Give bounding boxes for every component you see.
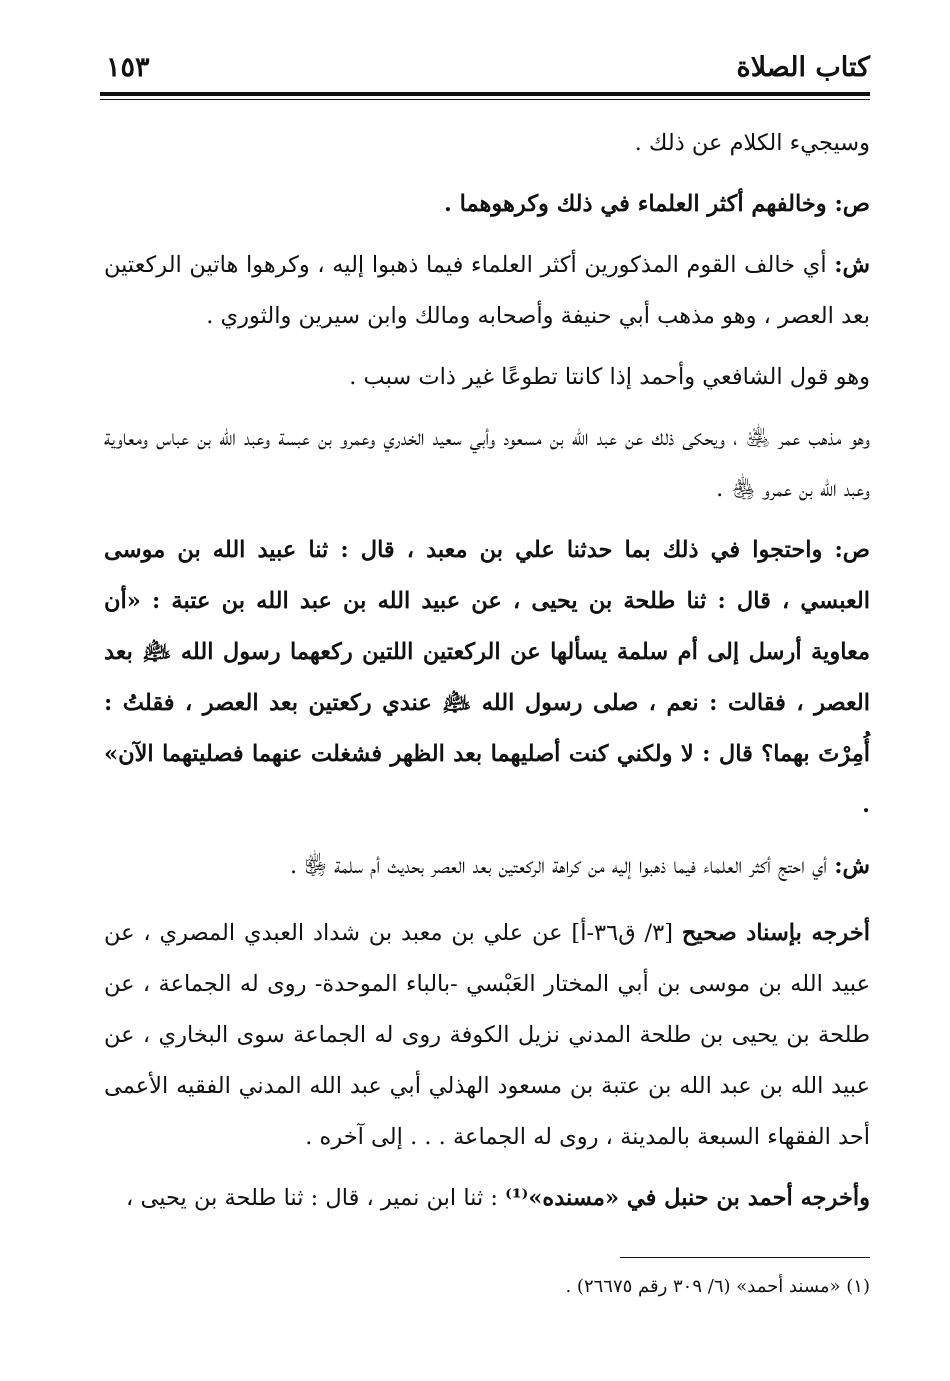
paragraph-takhrij [104, 908, 870, 1163]
paragraph-text: واحتجوا في ذلك بما حدثنا علي بن معبد ، قال : ثنا عبيد الله بن موسى العبسي ، قال : ثنا طلحة بن يحيى ، عن عبيد الله بن عبد الله بن عتبة : «أن معاوية أرسل إلى أم سلمة يسألها عن الركعتين اللتين ركعهما رسول الله ﵇ بعد العصر ، فقالت : نعم ، صلى رسول الله ﵇ عندي ركعتين بعد العصر ، فقلتُ : أُمِرْتَ بهما؟ قال : لا ولكني كنت أصليهما بعد الظهر فشغلت عنهما فصليتهما الآن» . [104, 537, 870, 818]
paragraph-takhrij [104, 1173, 870, 1224]
footnote-rule [620, 1257, 870, 1258]
paragraph-label: أخرجه بإسناد صحيح [681, 920, 870, 946]
paragraph-text: [٣/ ق٣٦-أ] عن علي بن معبد بن شداد العبدي المصري ، عن عبيد الله بن موسى بن أبي المختار العَبْسي -بالباء الموحدة- روى له الجماعة ، عن طلحة بن يحيى بن طلحة المدني نزيل الكوفة روى له الجماعة سوى البخاري ، عن عبيد الله بن عبد الله بن عتبة بن مسعود الهذلي أبي عبد الله المدني الفقيه الأعمى أحد الفقهاء السبعة بالمدينة ، روى له الجماعة . . . إلى آخره . [104, 920, 870, 1150]
book-title: كتاب الصلاة [736, 52, 870, 83]
paragraph [104, 413, 870, 515]
paragraph [104, 118, 870, 169]
paragraph-label: ص: [834, 191, 870, 217]
paragraph-matn [104, 525, 870, 831]
paragraph-text: وهو قول الشافعي وأحمد إذا كانتا تطوعًا غير ذات سبب . [349, 364, 870, 390]
paragraph-label: ش: [834, 252, 870, 278]
paragraph-matn [104, 179, 870, 230]
paragraph [104, 352, 870, 403]
paragraph-text: وخالفهم أكثر العلماء في ذلك وكرهوهما . [444, 191, 835, 217]
paragraph-label: وأخرجه أحمد بن حنبل في «مسنده»⁽¹⁾ [505, 1185, 870, 1211]
paragraph-text: وهو مذهب عمر ﵁ ، ويحكى ذلك عن عبد الله بن مسعود وأبي سعيد الخدري وعمرو بن عبسة وعبد الله بن عباس ومعاوية وعبد الله بن عمرو ﵃ . [104, 425, 870, 502]
header-rule-thick [100, 92, 870, 96]
paragraph-label: ص: [834, 537, 870, 563]
paragraph-text: : ثنا ابن نمير ، قال : ثنا طلحة بن يحيى ، [126, 1185, 506, 1211]
paragraph-sharh [104, 841, 870, 892]
paragraph-sharh [104, 240, 870, 342]
footnote: (١) «مسند أحمد» (٦/ ٣٠٩ رقم ٢٦٦٧٥) . [565, 1276, 870, 1297]
paragraph-text: أي خالف القوم المذكورين أكثر العلماء فيما ذهبوا إليه ، وكرهوا هاتين الركعتين بعد العصر ، وهو مذهب أبي حنيفة وأصحابه ومالك وابن سيرين والثوري . [104, 252, 870, 329]
paragraph-label: ش: [834, 853, 870, 879]
page-header [100, 44, 870, 94]
paragraph-text: وسيجيء الكلام عن ذلك . [634, 130, 870, 156]
body-text [104, 118, 870, 1234]
page-number: ١٥٣ [106, 52, 150, 83]
header-rule-thin [100, 99, 870, 100]
paragraph-text: أي احتج أكثر العلماء فيما ذهبوا إليه من كراهة الركعتين بعد العصر بحديث أم سلمة ﵂ . [289, 853, 835, 879]
